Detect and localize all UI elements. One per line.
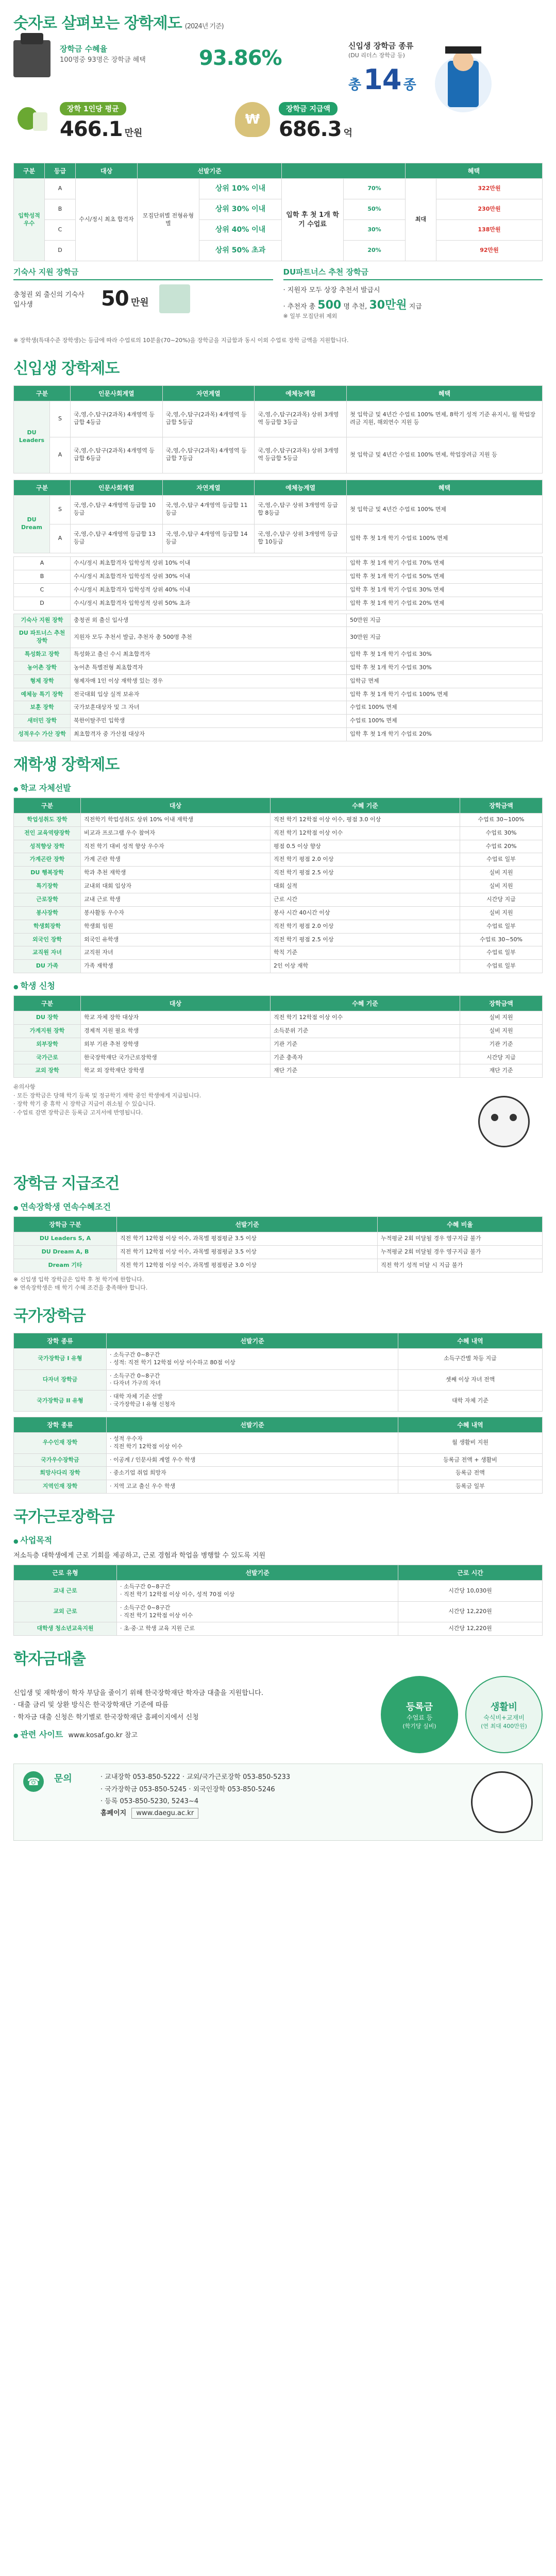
table-cell: 비교과 프로그램 우수 참여자 (81, 826, 271, 840)
table-cell: 직전 학기 평점 2.5 이상 (271, 867, 460, 880)
table-cell: 입학금 면제 (347, 674, 543, 688)
table-cell: 대학생 청소년교육지원 (14, 1622, 117, 1636)
table-cell: 시간당 12,220원 (398, 1601, 543, 1622)
table-cell: · 소득구간 0~8구간 · 다자녀 가구의 자녀 (107, 1369, 398, 1391)
table-cell: 등록금 일부 (398, 1480, 543, 1494)
table-cell: 전국대회 입상 실적 보유자 (71, 688, 347, 701)
work-desc: 저소득층 대학생에게 근로 기회를 제공하고, 근로 경험과 학업을 병행할 수 있도록 지원 (13, 1552, 266, 1560)
table-cell: 농어촌 장학 (14, 661, 71, 674)
table-cell: 수업료 일부 (460, 960, 543, 973)
table-cell: 수업료 일부 (460, 946, 543, 960)
grade-scholarship-table: A 수시/정시 최초합격자 입학성적 상위 10% 이내 입학 후 첫 1개 학기 수업료 70% 면제 B 수시/정시 최초합격자 입학성적 상위 30% 이내 입학 후 첫 1개 학기 수업료 50% 면제 C 수시/정시 최초합격자 입학성적 상위 40% 이내 입학 후 첫 1개 학기 수업료 30% 면제 D 수시/정시 최초합격자 입학성적 상위 50% 초과 입학 후 첫 1개 학기 수업료 20% 면제 (13, 556, 543, 611)
table-cell: 실비 지원 (460, 1024, 543, 1038)
table-cell: 교내 근로 (14, 1581, 117, 1602)
table-row (14, 1038, 543, 1051)
table-cell: 셋째 이상 자녀 전액 (398, 1369, 543, 1391)
other-freshman-table (13, 614, 543, 741)
table-cell: 직전 학기 대비 성적 향상 우수자 (81, 840, 271, 853)
national-table-1: 장학 종류 선발기준 수혜 내역 국가장학금 I 유형 · 소득구간 0~8구간 · 성적: 직전 학기 12학점 이상 이수하고 80점 이상 소득구간별 차등 지급 다자녀 장학금 · 소득구간 0~8구간 · 다자녀 가구의 자녀 셋째 이상 자녀 전액 국가장학금 II 유형 · 대학 자체 기준 선발 · 국가장학금 I 유형 신청자 대학 자체 기준 (13, 1333, 543, 1412)
tiger-mascot-footer-icon (471, 1771, 533, 1833)
table-cell: 시간당 지급 (460, 1051, 543, 1064)
table-cell: 직전 학기 12학점 이상 이수, 과목별 평점평균 3.5 이상 (117, 1246, 378, 1259)
table-cell: 등록금 전액 + 생활비 (398, 1453, 543, 1467)
table-cell: 학칙 기준 (271, 946, 460, 960)
table-cell: 등록금 전액 (398, 1467, 543, 1480)
table-row (14, 853, 543, 867)
table-cell: 수업료 20% (460, 840, 543, 853)
table-row (14, 933, 543, 946)
table-row (14, 1348, 543, 1369)
sub-title-school: ● 학교 자체선발 (13, 782, 543, 793)
footnote: ※ 장학생(특대수준 장학생)는 등급에 따라 수업료의 10분율(70~20%)을 장학금을 지급함과 동시 이외 수업료 장학 금액을 지원합니다. (13, 337, 349, 344)
table-cell: 직전 학기 12학점 이상 이수, 과목별 평점평균 3.0 이상 (117, 1259, 378, 1272)
table-row (14, 648, 543, 662)
table-row (14, 1601, 543, 1622)
table-cell: 시간당 10,030원 (398, 1581, 543, 1602)
table-row (14, 614, 543, 627)
section-title-loan: 학자금대출 (13, 1650, 86, 1669)
table-row (14, 1246, 543, 1259)
table-row (14, 880, 543, 893)
table-cell: 보훈 장학 (14, 701, 71, 715)
table-row (14, 1391, 543, 1412)
table-cell: 새터민 장학 (14, 715, 71, 728)
table-cell: 학교 외 장학재단 장학생 (81, 1064, 271, 1078)
sub-title-purpose: ● 사업목적 (13, 1534, 543, 1546)
support-grid (13, 266, 543, 333)
table-cell: 외부장학 (14, 1038, 81, 1051)
table-cell: · 초·중·고 학생 교육 지원 근로 (117, 1622, 398, 1636)
section-title-national: 국가장학금 (13, 1307, 86, 1325)
table-cell: 소득구간별 차등 지급 (398, 1348, 543, 1369)
table-cell: · 이공계 / 인문사회 계열 우수 학생 (107, 1453, 398, 1467)
table-cell: 성적우수 가산 장학 (14, 728, 71, 741)
table-cell: 재단 기준 (460, 1064, 543, 1078)
per-icon (13, 102, 50, 135)
table-cell: 실비 지원 (460, 880, 543, 893)
rate-value: 93.86% (199, 46, 282, 70)
table-cell: 경제적 지원 필요 학생 (81, 1024, 271, 1038)
table-cell: 예체능 특기 장학 (14, 688, 71, 701)
table-cell: 실비 지원 (460, 867, 543, 880)
table-cell: 형제 장학 (14, 674, 71, 688)
table-cell: 형제자매 1인 이상 재학생 있는 경우 (71, 674, 347, 688)
table-cell: 특기장학 (14, 880, 81, 893)
section-title-enrolled: 재학생 장학제도 (13, 755, 120, 774)
tuition-circle: 등록금 수업료 등 (학기당 실비) (381, 1676, 458, 1753)
building-icon (159, 284, 190, 313)
table-cell: 수업료 100% 면제 (347, 701, 543, 715)
table-row (14, 688, 543, 701)
note-line: · 수업료 감면 장학금은 등록금 고지서에 반영됩니다. (13, 1109, 143, 1116)
table-cell: 지원자 모두 추천서 발급, 추천자 총 500명 추천 (71, 627, 347, 648)
table-cell: · 대학 자체 기준 선발 · 국가장학금 I 유형 신청자 (107, 1391, 398, 1412)
conditions-table: 장학금 구분 선발기준 수혜 비율 DU Leaders S, A 직전 학기 12학점 이상 이수, 과목별 평점평균 3.5 이상 누적평균 2회 미달될 경우 영구지급 불가 DU Dream A, B 직전 학기 12학점 이상 이수, 과목별 평점평균 3.5 이상 누적평균 2회 미달될 경우 영구지급 불가 Dream 기타 직전 학기 12학점 이상 이수, 과목별 평점평균 3.0 이상 직전 학기 성적 미달 시 지급 불가 (13, 1216, 543, 1273)
table-cell: 학교 자체 장학 대상자 (81, 1011, 271, 1025)
table-cell: 수업료 30% (460, 826, 543, 840)
table-cell: 최초합격자 중 가산점 대상자 (71, 728, 347, 741)
table-cell: 기관 기준 (271, 1038, 460, 1051)
per-block: 장학 1인당 평균 466.1 만원 (60, 102, 142, 141)
table-cell: 교외 근로 (14, 1601, 117, 1622)
table-row (14, 674, 543, 688)
table-cell: 교직원 자녀 (81, 946, 271, 960)
table-cell: · 소득구간 0~8구간 · 직전 학기 12학점 이상 이수, 성적 70점 이상 (117, 1581, 398, 1602)
table-cell: 국가보훈대상자 및 그 자녀 (71, 701, 347, 715)
table-cell: DU Dream A, B (14, 1246, 117, 1259)
section-title-freshman: 신입생 장학제도 (13, 359, 120, 378)
table-cell: 실비 지원 (460, 1011, 543, 1025)
table-cell: 학업성취도 장학 (14, 813, 81, 826)
rate-block: 장학금 수혜율 100명중 93명은 장학금 혜택 (60, 44, 146, 64)
sub-title-apply: ● 학생 신청 (13, 979, 543, 991)
table-row (14, 728, 543, 741)
enrolled-school-table: 구분 대상 수혜 기준 장학금액 학업성취도 장학 직전학기 학업성취도 상위 10% 이내 재학생 직전 학기 12학점 이상 이수, 평점 3.0 이상 수업료 30~100% 전인 교육역량장학 비교과 프로그램 우수 참여자 직전 학기 12학점 이상 이수 수업료 30% 성적향상 장학 직전 학기 대비 성적 향상 우수자 평점 0.5 이상 향상 수업료 20% 가계곤란 장학 가계 곤란 학생 직전 학기 평점 2.0 이상 수업료 일부 DU 행복장학 학과 추천 재학생 직전 학기 평점 2.5 이상 실비 지원 특기장학 교내외 대회 입상자 대회 실적 실비 지원 근로장학 교내 근로 학생 근로 시간 시간당 지급 봉사장학 봉사활동 우수자 봉사 시간 40시간 이상 실비 지원 학생회장학 학생회 임원 직전 학기 평점 2.0 이상 수업료 일부 외국인 장학 외국인 유학생 직전 학기 평점 2.5 이상 수업료 30~50% 교직원 자녀 교직원 자녀 학칙 기준 수업료 일부 DU 가족 가족 재학생 2인 이상 재학 수업료 일부 (13, 798, 543, 973)
rate-icon (13, 40, 50, 79)
table-row (14, 1051, 543, 1064)
table-cell: 가계 곤란 학생 (81, 853, 271, 867)
table-cell: 대회 실적 (271, 880, 460, 893)
table-row (14, 826, 543, 840)
table-cell: 학생회 임원 (81, 920, 271, 933)
table-row (14, 661, 543, 674)
table-cell: DU 행복장학 (14, 867, 81, 880)
entrance-scholarship-table: 구분 등급 대상 선발기준 혜택 입학성적우수 A 수시/정시 최초 합격자 모집단위별 전형유형별 상위 10% 이내 입학 후 첫 1개 학기 수업료 70% 최대 322만원 B 상위 30% 이내 50% 230만원 C 상위 40% 이내 30% 138만원 D 상위 50% 초과 20% 92만원 (13, 163, 543, 261)
table-cell: 봉사 시간 40시간 이상 (271, 906, 460, 920)
section-title-work: 국가근로장학금 (13, 1508, 114, 1527)
table-cell: 특성화고 장학 (14, 648, 71, 662)
table-cell: 50만원 지급 (347, 614, 543, 627)
du-dream-table: 구분 인문사회계열 자연계열 예체능계열 혜택 DU Dream S 국,영,수,탐구 4개영역 등급합 10등급 국,영,수,탐구 4개영역 등급합 11등급 국,영,수,탐구 상위 3개영역 등급합 8등급 첫 입학금 및 4년간 수업료 100% 면제 A 국,영,수,탐구 4개영역 등급합 13등급 국,영,수,탐구 4개영역 등급합 14등급 국,영,수,탐구 상위 3개영역 등급합 10등급 입학 후 첫 1개 학기 수업료 100% 면제 (13, 480, 543, 553)
note-line: ※ 신입생 입학 장학금은 입학 후 첫 학기에 한합니다. (13, 1276, 144, 1283)
table-row (14, 1064, 543, 1078)
table-cell: DU 파트너스 추천 장학 (14, 627, 71, 648)
table-cell: 외국인 장학 (14, 933, 81, 946)
table-cell: 북한이탈주민 입학생 (71, 715, 347, 728)
table-cell: · 소득구간 0~8구간 · 직전 학기 12학점 이상 이수 (117, 1601, 398, 1622)
graduate-illustration-icon (425, 40, 502, 117)
table-row (14, 1453, 543, 1467)
table-cell: 봉사장학 (14, 906, 81, 920)
table-cell: 수업료 100% 면제 (347, 715, 543, 728)
table-cell: 입학 후 첫 1개 학기 수업료 100% 면제 (347, 688, 543, 701)
table-row (14, 627, 543, 648)
table-row (14, 1369, 543, 1391)
table-cell: 전인 교육역량장학 (14, 826, 81, 840)
table-cell: 다자녀 장학금 (14, 1369, 107, 1391)
table-cell: 2인 이상 재학 (271, 960, 460, 973)
money-bag-icon: ₩ (235, 102, 270, 137)
table-cell: 시간당 12,220원 (398, 1622, 543, 1636)
table-row (14, 813, 543, 826)
table-row (14, 1581, 543, 1602)
table-cell: · 지역 고교 출신 우수 학생 (107, 1480, 398, 1494)
table-row (14, 1480, 543, 1494)
table-row (14, 1024, 543, 1038)
table-row (14, 906, 543, 920)
pay-block: 장학금 지급액 686.3 억 (279, 102, 352, 141)
page (0, 10, 556, 1861)
table-cell: 30만원 지급 (347, 627, 543, 648)
du-leaders-table: 구분 인문사회계열 자연계열 예체능계열 혜택 DU Leaders S 국,영,수,탐구(2과목) 4개영역 등급합 4등급 국,영,수,탐구(2과목) 4개영역 등급합 5등급 국,영,수,탐구(2과목) 상위 3개영역 등급합 3등급 첫 입학금 및 4년간 수업료 100% 면제, 8학기 성적 기준 유지시, 월 학업장려금 지원, 해외연수 지원 등 A 국,영,수,탐구(2과목) 4개영역 등급합 6등급 국,영,수,탐구(2과목) 4개영역 등급합 7등급 국,영,수,탐구(2과목) 상위 3개영역 등급합 5등급 첫 입학금 및 4년간 수업료 100% 면제, 학업장려금 지원 등 (13, 385, 543, 473)
table-row (14, 1011, 543, 1025)
table-cell: 입학 후 첫 1개 학기 수업료 30% (347, 661, 543, 674)
table-row (14, 1432, 543, 1453)
table-cell: 학과 추천 재학생 (81, 867, 271, 880)
table-cell: 기준 충족자 (271, 1051, 460, 1064)
table-cell: 직전 학기 12학점 이상 이수, 평점 3.0 이상 (271, 813, 460, 826)
table-row (14, 867, 543, 880)
table-cell: 농어촌 특별전형 최초합격자 (71, 661, 347, 674)
national-table-2: 장학 종류 선발기준 수혜 내역 우수인재 장학 · 성적 우수자 · 직전 학기 12학점 이상 이수 월 생활비 지원 국가우수장학금 · 이공계 / 인문사회 계열 우수 학생 등록금 전액 + 생활비 희망사다리 장학 · 중소기업 취업 희망자 등록금 전액 지역인재 장학 · 지역 고교 출신 우수 학생 등록금 일부 (13, 1417, 543, 1494)
table-cell: 학생회장학 (14, 920, 81, 933)
stats-panel (13, 40, 543, 163)
note-line: · 장학 학기 중 휴학 시 장학금 지급이 취소될 수 있습니다. (13, 1100, 156, 1108)
table-cell: 평점 0.5 이상 향상 (271, 840, 460, 853)
table-cell: 국가장학금 I 유형 (14, 1348, 107, 1369)
table-cell: 누적평균 2회 미달될 경우 영구지급 불가 (378, 1232, 543, 1246)
table-cell: 지역인재 장학 (14, 1480, 107, 1494)
table-cell: 입학 후 첫 1개 학기 수업료 30% (347, 648, 543, 662)
table-cell: 직전 학기 12학점 이상 이수, 과목별 평점평균 3.5 이상 (117, 1232, 378, 1246)
table-cell: 성적향상 장학 (14, 840, 81, 853)
work-table: 근로 유형 선발기준 근로 시간 교내 근로 · 소득구간 0~8구간 · 직전 학기 12학점 이상 이수, 성적 70점 이상 시간당 10,030원 교외 근로 · 소득구간 0~8구간 · 직전 학기 12학점 이상 이수 시간당 12,220원 대학생 청소년교육지원 · 초·중·고 학생 교육 지원 근로 시간당 12,220원 (13, 1565, 543, 1636)
table-row (14, 701, 543, 715)
table-cell: 우수인재 장학 (14, 1432, 107, 1453)
table-cell: 수업료 30~100% (460, 813, 543, 826)
table-cell: DU 장학 (14, 1011, 81, 1025)
table-cell: 특성화고 출신 수시 최초합격자 (71, 648, 347, 662)
table-cell: Dream 기타 (14, 1259, 117, 1272)
table-cell: 직전 학기 성적 미달 시 지급 불가 (378, 1259, 543, 1272)
table-row (14, 893, 543, 907)
tiger-mascot-icon (465, 1083, 543, 1160)
table-row (14, 960, 543, 973)
table-cell: 외부 기관 추천 장학생 (81, 1038, 271, 1051)
du-partners-support: DU파트너스 추천 장학금 · 지원자 모두 상장 추천서 발급시 · 추천자 총 500 명 추천, 30만원 지급 ※ 일부 모집단위 제외 (283, 266, 543, 333)
table-row (14, 1259, 543, 1272)
table-cell: 직전 학기 평점 2.5 이상 (271, 933, 460, 946)
section-title-stats: 숫자로 살펴보는 장학제도 (2024년 기준) (13, 14, 224, 32)
table-cell: 충청권 외 출신 입사생 (71, 614, 347, 627)
table-row (14, 920, 543, 933)
table-cell: 직전 학기 12학점 이상 이수 (271, 1011, 460, 1025)
table-cell: 소득분위 기준 (271, 1024, 460, 1038)
table-cell: 근로 시간 (271, 893, 460, 907)
table-cell: 근로장학 (14, 893, 81, 907)
table-row (14, 715, 543, 728)
enrolled-apply-table: 구분 대상 수혜 기준 장학금액 DU 장학 학교 자체 장학 대상자 직전 학기 12학점 이상 이수 실비 지원 가계지원 장학 경제적 지원 필요 학생 소득분위 기준 실비 지원 외부장학 외부 기관 추천 장학생 기관 기준 기관 기준 국가근로 한국장학재단 국가근로장학생 기준 충족자 시간당 지급 교외 장학 학교 외 장학재단 장학생 재단 기준 재단 기준 (13, 995, 543, 1078)
table-cell: 가계곤란 장학 (14, 853, 81, 867)
table-cell: 시간당 지급 (460, 893, 543, 907)
sub-title-continuous: ● 연속장학생 연속수혜조건 (13, 1200, 543, 1212)
table-cell: 대학 자체 기준 (398, 1391, 543, 1412)
table-cell: 한국장학재단 국가근로장학생 (81, 1051, 271, 1064)
table-cell: · 중소기업 취업 희망자 (107, 1467, 398, 1480)
table-cell: 기숙사 지원 장학 (14, 614, 71, 627)
table-cell: 외국인 유학생 (81, 933, 271, 946)
table-cell: 국가우수장학금 (14, 1453, 107, 1467)
table-cell: 교외 장학 (14, 1064, 81, 1078)
dorm-support: 기숙사 지원 장학금 충청권 외 출신의 기숙사 입사생 50 만원 (13, 266, 273, 333)
table-cell: 수업료 일부 (460, 920, 543, 933)
table-row (14, 1622, 543, 1636)
table-cell: 수업료 일부 (460, 853, 543, 867)
table-cell: 실비 지원 (460, 906, 543, 920)
table-cell: · 소득구간 0~8구간 · 성적: 직전 학기 12학점 이상 이수하고 80점 이상 (107, 1348, 398, 1369)
living-circle: 생활비 숙식비+교재비 (연 최대 400만원) (465, 1676, 543, 1753)
enrolled-notes (13, 1083, 543, 1160)
table-cell: 가계지원 장학 (14, 1024, 81, 1038)
table-cell: 기관 기준 (460, 1038, 543, 1051)
table-cell: 교직원 자녀 (14, 946, 81, 960)
types-block: 신입생 장학금 종류 (DU 리더스 장학금 등) 총 14 종 (348, 40, 549, 117)
note-line: · 모든 장학금은 당해 학기 등록 및 정규학기 재학 중인 학생에게 지급됩니다. (13, 1092, 201, 1099)
table-cell: 봉사활동 우수자 (81, 906, 271, 920)
table-cell: 직전 학기 12학점 이상 이수 (271, 826, 460, 840)
homepage-link[interactable]: www.daegu.ac.kr (131, 1808, 198, 1819)
table-cell: 재단 기준 (271, 1064, 460, 1078)
table-cell: 직전 학기 평점 2.0 이상 (271, 920, 460, 933)
note-line: 유의사항 (13, 1083, 36, 1091)
table-cell: 누적평균 2회 미달될 경우 영구지급 불가 (378, 1246, 543, 1259)
table-cell: DU Leaders S, A (14, 1232, 117, 1246)
table-cell: DU 가족 (14, 960, 81, 973)
table-cell: 입학 후 첫 1개 학기 수업료 20% (347, 728, 543, 741)
table-cell: 국가근로 (14, 1051, 81, 1064)
note-line: ※ 연속장학생은 매 학기 수혜 조건을 충족해야 합니다. (13, 1284, 148, 1292)
contact-box: ☎ 문의 · 교내장학 053-850-5222 · 교외/국가근로장학 053-850-5233 · 국가장학금 053-850-5245 · 외국인장학 053-850-5246 · 등록 053-850-5230, 5243~4 홈페이지 www.daegu.ac.kr (13, 1764, 543, 1841)
table-cell: 직전 학기 평점 2.0 이상 (271, 853, 460, 867)
kosaf-link[interactable]: www.kosaf.go.kr 참고 (68, 1732, 138, 1739)
table-row (14, 840, 543, 853)
loan-panel: 신입생 및 재학생이 학자 부담을 줄이기 위해 한국장학재단 학자금 대출을 지원합니다. · 대출 금리 및 상환 방식은 한국장학재단 기준에 따름 · 학자금 대출 신청은 학기별로 한국장학재단 홈페이지에서 신청 ● 관련 사이트 www.kosaf.go.kr 참고 등록금 수업료 등 (학기당 실비) 생활비 숙식비+교재비 (연 최대 400만원) (13, 1676, 543, 1753)
table-cell: · 성적 우수자 · 직전 학기 12학점 이상 이수 (107, 1432, 398, 1453)
table-row (14, 1467, 543, 1480)
table-cell: 교내외 대회 입상자 (81, 880, 271, 893)
table-cell: 가족 재학생 (81, 960, 271, 973)
section-title-conditions: 장학금 지급조건 (13, 1175, 120, 1193)
table-cell: 월 생활비 지원 (398, 1432, 543, 1453)
table-cell: 희망사다리 장학 (14, 1467, 107, 1480)
phone-icon: ☎ (23, 1771, 44, 1792)
table-cell: 직전학기 학업성취도 상위 10% 이내 재학생 (81, 813, 271, 826)
table-cell: 수업료 30~50% (460, 933, 543, 946)
table-cell: 교내 근로 학생 (81, 893, 271, 907)
table-row (14, 1232, 543, 1246)
table-cell: 국가장학금 II 유형 (14, 1391, 107, 1412)
table-row (14, 946, 543, 960)
